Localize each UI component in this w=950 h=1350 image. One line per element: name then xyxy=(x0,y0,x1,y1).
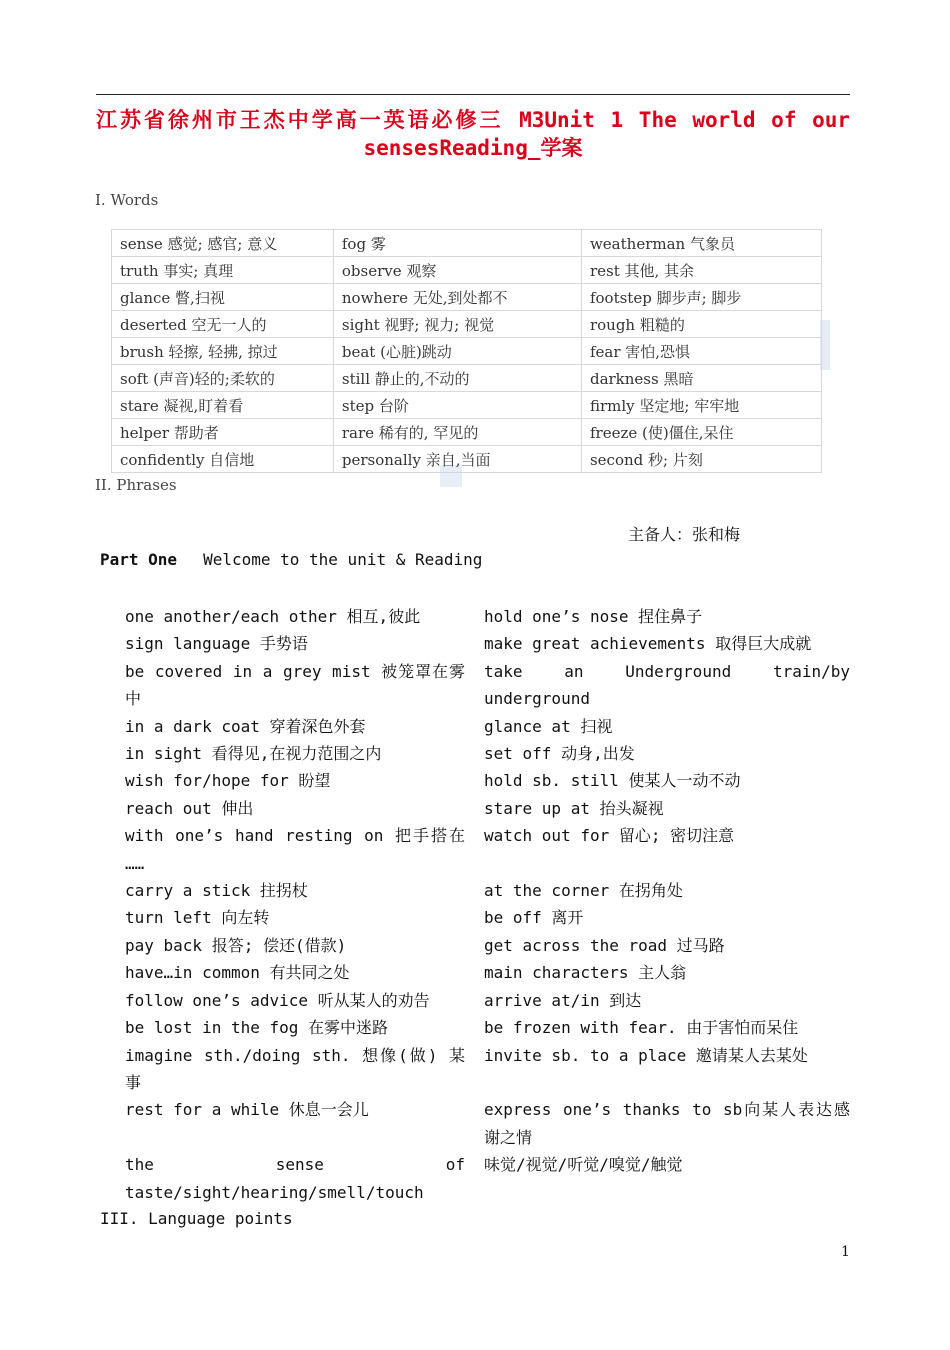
phrase-line: be covered in a grey mist 被笼罩在雾 xyxy=(125,661,465,681)
phrase-line: invite sb. to a place 邀请某人去某处 xyxy=(484,1045,808,1065)
word-cell: confidently 自信地 xyxy=(112,446,334,473)
section-language-points-heading: III. Language points xyxy=(100,1209,293,1228)
phrase-line: arrive at/in 到达 xyxy=(484,990,642,1010)
word-cell: firmly 坚定地; 牢牢地 xyxy=(581,392,821,419)
phrase-line: main characters 主人翁 xyxy=(484,963,687,983)
words-table-wrap xyxy=(111,229,822,473)
word-cell: deserted 空无一人的 xyxy=(112,311,334,338)
phrase-line: reach out 伸出 xyxy=(125,798,254,818)
phrase-line: rest for a while 休息一会儿 xyxy=(125,1100,369,1120)
phrases-right-column xyxy=(484,603,850,1206)
word-cell: truth 事实; 真理 xyxy=(112,257,334,284)
phrase-line: sign language 手势语 xyxy=(125,634,308,654)
word-cell: helper 帮助者 xyxy=(112,419,334,446)
phrase-line: watch out for 留心; 密切注意 xyxy=(484,826,735,846)
phrase-line: express one’s thanks to sb向某人表达感 xyxy=(484,1100,850,1120)
words-row xyxy=(112,446,822,473)
title-line-1: 江苏省徐州市王杰中学高一英语必修三 M3Unit 1 The world of our xyxy=(96,108,850,132)
part-title: Welcome to the unit & Reading xyxy=(203,550,483,569)
words-row xyxy=(112,392,822,419)
section-phrases-heading: II. Phrases xyxy=(95,476,177,494)
phrase-line: …… xyxy=(125,853,145,873)
word-cell: rare 稀有的, 罕见的 xyxy=(333,419,581,446)
word-cell: stare 凝视,盯着看 xyxy=(112,392,334,419)
phrase-line: one another/each other 相互,彼此 xyxy=(125,607,421,626)
phrase-line: be off 离开 xyxy=(484,908,584,928)
phrase-line: 中 xyxy=(125,689,142,709)
words-row xyxy=(112,311,822,338)
phrase-line: in a dark coat 穿着深色外套 xyxy=(125,716,366,736)
phrase-line xyxy=(484,1069,850,1096)
words-row xyxy=(112,338,822,365)
phrase-line: 谢之情 xyxy=(484,1127,533,1147)
word-cell: still 静止的,不动的 xyxy=(333,365,581,392)
word-cell: soft (声音)轻的;柔软的 xyxy=(112,365,334,392)
phrase-line: in sight 看得见,在视力范围之内 xyxy=(125,744,382,764)
phrase-line: carry a stick 拄拐杖 xyxy=(125,881,308,901)
word-cell: freeze (使)僵住,呆住 xyxy=(581,419,821,446)
words-row xyxy=(112,230,822,257)
phrase-line: hold one’s nose 捏住鼻子 xyxy=(484,607,703,626)
phrase-line: make great achievements 取得巨大成就 xyxy=(484,634,812,654)
word-cell: personally 亲自,当面 xyxy=(333,446,581,473)
preparer-label: 主备人：张和梅 xyxy=(628,525,741,544)
word-cell: glance 瞥,扫视 xyxy=(112,284,334,311)
phrase-line: be lost in the fog 在雾中迷路 xyxy=(125,1018,389,1038)
words-table xyxy=(111,229,822,473)
part-label: Part One xyxy=(100,550,178,569)
phrase-line xyxy=(484,1179,850,1206)
phrase-line: be frozen with fear. 由于害怕而呆住 xyxy=(484,1018,799,1038)
phrase-line: the sense of xyxy=(125,1155,465,1175)
phrase-line: underground xyxy=(484,689,590,709)
words-row xyxy=(112,284,822,311)
words-row xyxy=(112,365,822,392)
phrase-line: set off 动身,出发 xyxy=(484,744,635,764)
word-cell: step 台阶 xyxy=(333,392,581,419)
word-cell: rest 其他, 其余 xyxy=(581,257,821,284)
word-cell: sense 感觉; 感官; 意义 xyxy=(112,230,334,257)
title-line-2: sensesReading_学案 xyxy=(363,136,583,160)
word-cell: fear 害怕,恐惧 xyxy=(581,338,821,365)
word-cell: weatherman 气象员 xyxy=(581,230,821,257)
phrase-line: taste/sight/hearing/smell/touch xyxy=(125,1182,424,1202)
word-cell: darkness 黑暗 xyxy=(581,365,821,392)
phrase-line: take an Underground train/by xyxy=(484,661,850,681)
phrase-line xyxy=(125,1124,465,1151)
header-rule xyxy=(96,94,850,95)
phrase-line: wish for/hope for 盼望 xyxy=(125,771,331,791)
phrase-line: stare up at 抬头凝视 xyxy=(484,798,664,818)
word-cell: second 秒; 片刻 xyxy=(581,446,821,473)
phrase-line: hold sb. still 使某人一动不动 xyxy=(484,771,741,791)
word-cell: observe 观察 xyxy=(333,257,581,284)
word-cell: sight 视野; 视力; 视觉 xyxy=(333,311,581,338)
phrase-line: glance at 扫视 xyxy=(484,716,613,736)
phrase-line: have…in common 有共同之处 xyxy=(125,963,350,983)
phrase-line: turn left 向左转 xyxy=(125,908,270,928)
part-heading xyxy=(100,550,482,569)
phrase-line: imagine sth./doing sth. 想像(做) 某 xyxy=(125,1045,465,1065)
section-words-heading: I. Words xyxy=(95,191,159,209)
words-row xyxy=(112,257,822,284)
page-number: 1 xyxy=(841,1244,850,1260)
phrase-line xyxy=(484,850,850,877)
phrases-left-column xyxy=(125,603,465,1206)
word-cell: rough 粗糙的 xyxy=(581,311,821,338)
phrase-line: follow one’s advice 听从某人的劝告 xyxy=(125,990,430,1010)
phrase-line: 味觉/视觉/听觉/嗅觉/触觉 xyxy=(484,1155,683,1175)
phrase-line: at the corner 在拐角处 xyxy=(484,881,683,901)
document-title xyxy=(96,106,850,162)
word-cell: nowhere 无处,到处都不 xyxy=(333,284,581,311)
phrase-line: with one’s hand resting on 把手搭在 xyxy=(125,826,465,846)
phrase-line: get across the road 过马路 xyxy=(484,935,725,955)
words-row xyxy=(112,419,822,446)
phrase-line: 事 xyxy=(125,1072,142,1092)
word-cell: footstep 脚步声; 脚步 xyxy=(581,284,821,311)
word-cell: brush 轻擦, 轻拂, 掠过 xyxy=(112,338,334,365)
word-cell: fog 雾 xyxy=(333,230,581,257)
word-cell: beat (心脏)跳动 xyxy=(333,338,581,365)
phrase-line: pay back 报答; 偿还(借款) xyxy=(125,935,347,955)
